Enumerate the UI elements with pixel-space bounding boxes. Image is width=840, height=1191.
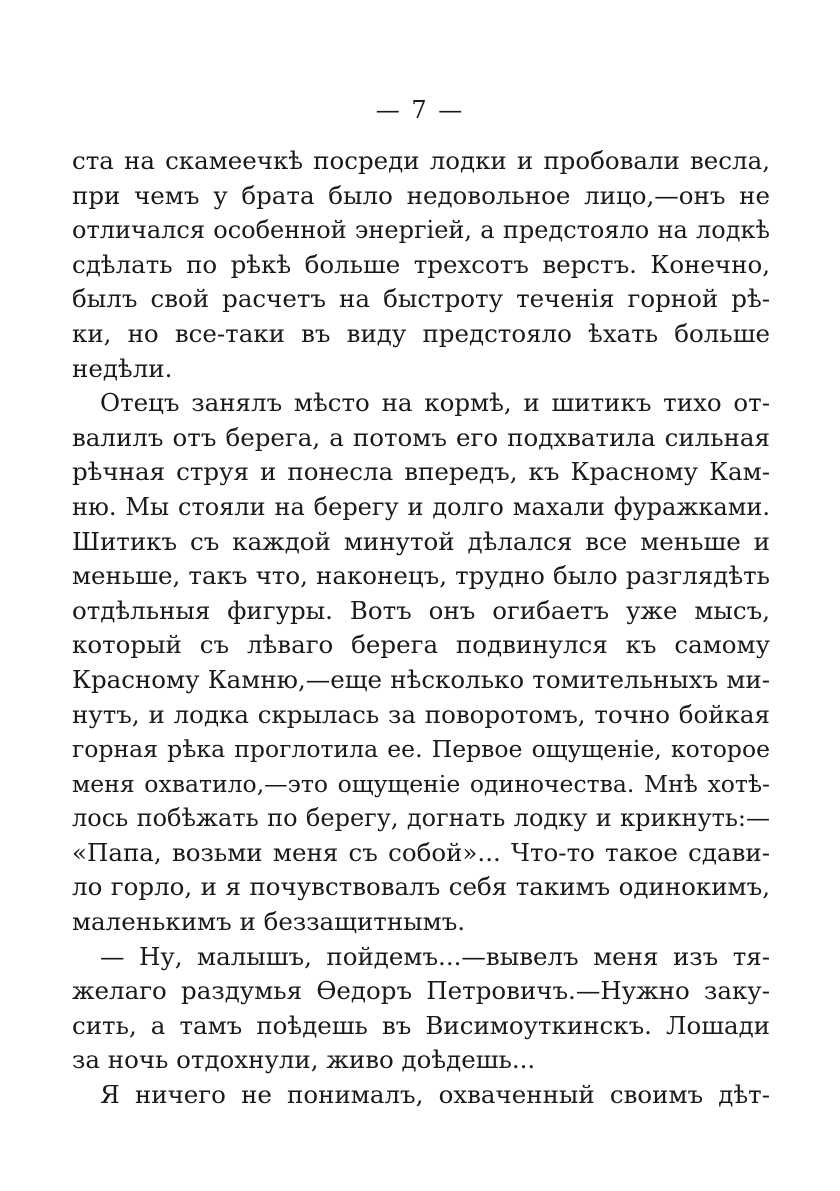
text-line: «Папа, возьми меня съ собой»... Что-то такое сдави- — [72, 837, 770, 867]
text-line: сить, а тамъ поѣдешь въ Висимоуткинскъ. Лошади — [72, 1010, 770, 1040]
text-line: Отецъ занялъ мѣсто на кормѣ, и шитикъ тихо от- — [100, 388, 770, 418]
text-line: ло горло, и я почувствовалъ себя такимъ одинокимъ, — [72, 872, 770, 902]
text-line: отдѣльныя фигуры. Вотъ онъ огибаетъ уже мысъ, — [72, 595, 770, 625]
text-line: при чемъ у брата было недовольное лицо,—онъ не — [72, 180, 770, 210]
text-line: Я ничего не понималъ, охваченный своимъ дѣт- — [100, 1080, 770, 1110]
text-line: — Ну, малышъ, пойдемъ...—вывелъ меня изъ тя- — [100, 941, 770, 971]
text-line: горная рѣка проглотила ее. Первое ощущеніе, которое — [72, 735, 770, 764]
text-line: нутъ, и лодка скрылась за поворотомъ, точно бойкая — [72, 699, 770, 729]
text-line: за ночь отдохнули, живо доѣдешь... — [72, 1045, 536, 1075]
text-line: валилъ отъ берега, а потомъ его подхватила сильная — [72, 422, 770, 452]
text-line: маленькимъ и беззащитнымъ. — [72, 907, 466, 937]
text-line: который съ лѣваго берега подвинулся къ самому — [72, 630, 770, 660]
text-line: меньше, такъ что, наконецъ, трудно было разглядѣть — [72, 561, 770, 591]
page-number: — 7 — — [375, 96, 465, 124]
text-line: ста на скамеечкѣ посреди лодки и пробовали весла, — [72, 146, 770, 175]
text-line: Красному Камню,—еще нѣсколько томительныхъ ми- — [72, 664, 770, 694]
text-line: лось побѣжать по берегу, догнать лодку и крикнуть:— — [72, 804, 770, 833]
text-line: былъ свой расчетъ на быстроту теченія горной рѣ- — [72, 284, 770, 314]
text-line: меня охватило,—это ощущеніе одиночества. Мнѣ хотѣ- — [72, 769, 770, 798]
text-line: сдѣлать по рѣкѣ больше трехсотъ верстъ. Конечно, — [72, 249, 770, 279]
text-line: желаго раздумья Ѳедоръ Петровичъ.—Нужно заку- — [72, 976, 770, 1006]
text-line: отличался особенной энергіей, а предстояло на лодкѣ — [72, 216, 770, 245]
text-line: ки, но все-таки въ виду предстояло ѣхать больше — [72, 318, 770, 348]
text-line: рѣчная струя и понесла впередъ, къ Красному Кам- — [72, 457, 770, 487]
text-line: ню. Мы стояли на берегу и долго махали фуражками. — [72, 492, 770, 521]
text-line: недѣли. — [72, 353, 173, 383]
body-text — [72, 144, 770, 1113]
text-line: Шитикъ съ каждой минутой дѣлался все меньше и — [72, 526, 770, 556]
